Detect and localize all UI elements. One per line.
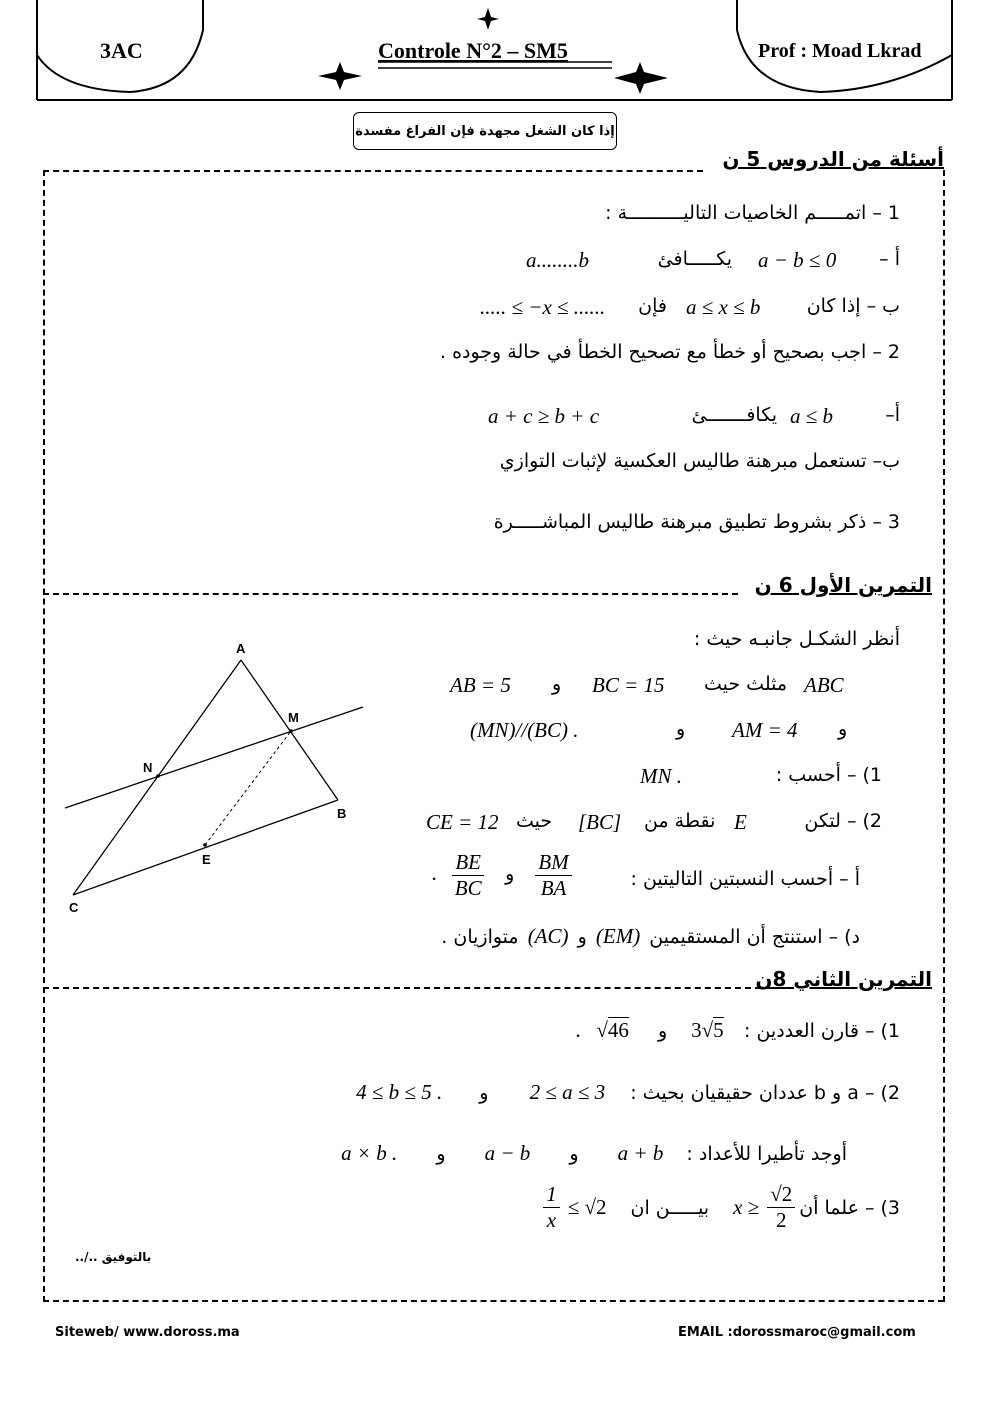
point-a-label: A bbox=[236, 641, 246, 656]
s1-q1b-math: a ≤ x ≤ b bbox=[686, 295, 761, 319]
s2-qd-em: (EM) bbox=[595, 924, 641, 948]
point-n-label: N bbox=[143, 760, 153, 775]
point-c-label: C bbox=[69, 900, 79, 915]
s1-q2a-mid: يكافـــــــئ bbox=[691, 404, 777, 426]
s3-q2b-label: أوجد تأطيرا للأعداد : bbox=[686, 1143, 847, 1165]
s2-l1-and: و bbox=[552, 673, 562, 695]
star-icon bbox=[477, 8, 499, 30]
segment-cb bbox=[73, 800, 338, 895]
star-icon bbox=[614, 62, 668, 94]
s1-q1a-label: أ – bbox=[879, 248, 900, 270]
s1-q1a-math: a − b ≤ 0 bbox=[758, 248, 837, 272]
s2-l1-abc: ABC bbox=[804, 673, 844, 697]
line-mn bbox=[65, 707, 363, 808]
s2-l2-am: AM = 4 bbox=[732, 718, 798, 742]
s3-q1-line bbox=[576, 1018, 900, 1043]
section2-title: التمرين الأول 6 ن bbox=[754, 573, 932, 597]
fraction-denominator: 2 bbox=[775, 1208, 787, 1232]
s3-q1-label: 1) – قارن العددين : bbox=[744, 1020, 900, 1042]
s1-q2b: ب– تستعمل مبرهنة طاليس العكسية لإثبات التوازي bbox=[499, 450, 900, 472]
section3-divider bbox=[43, 987, 771, 989]
fraction-denominator: BA bbox=[540, 876, 567, 900]
section1-divider bbox=[43, 170, 703, 172]
point-m-label: M bbox=[288, 710, 299, 725]
s2-l1-ab: AB = 5 bbox=[450, 673, 511, 697]
closing-note: بالتوفيق ../.. bbox=[75, 1250, 152, 1264]
triangle-figure bbox=[55, 635, 375, 920]
s2-qa-end: . bbox=[432, 861, 438, 885]
footer-email[interactable]: EMAIL :dorossmaroc@gmail.com bbox=[678, 1325, 916, 1340]
s3-q3-show: بيـــــن ان bbox=[630, 1196, 710, 1219]
s1-q2: 2 – اجب بصحيح أو خطأ مع تصحيح الخطأ في حالة وجوده . bbox=[440, 341, 900, 363]
fraction-1-over-x bbox=[543, 1182, 560, 1233]
s3-q2b-m1: a + b bbox=[617, 1141, 664, 1165]
s2-q2-bc: [BC] bbox=[578, 810, 622, 834]
s3-q2b-m2: a − b bbox=[484, 1141, 531, 1165]
s2-l1-bc: BC = 15 bbox=[592, 673, 665, 697]
s2-l2-par: (MN)//(BC) . bbox=[470, 718, 579, 742]
notice-text: إذا كان الشغل مجهدة فإن الفراغ مفسدة bbox=[355, 123, 615, 139]
s2-q2-e: E bbox=[734, 810, 747, 834]
s3-q2b-m3: a × b . bbox=[341, 1141, 398, 1165]
s2-l2-and2: و bbox=[676, 718, 686, 740]
fraction-sqrt2-over-2 bbox=[767, 1182, 795, 1233]
section3-title: التمرين الثاني 8ن bbox=[755, 967, 932, 991]
s1-q2a-label: أ– bbox=[885, 404, 900, 426]
sqrt-expr-2: √46 bbox=[596, 1018, 629, 1042]
fraction-numerator: √2 bbox=[767, 1182, 795, 1208]
s3-q2b-and2: و bbox=[436, 1143, 446, 1165]
s3-q1-end: . bbox=[575, 1018, 582, 1042]
s1-q1: 1 – اتمـــــم الخاصيات التاليــــــــــة : bbox=[605, 202, 900, 224]
frame-bottom bbox=[43, 1300, 944, 1302]
teacher-name: Prof : Moad Lkrad bbox=[758, 40, 922, 62]
frame-left bbox=[43, 170, 45, 1302]
s3-q3-x: x ≥ bbox=[733, 1195, 760, 1219]
s3-q2b-line bbox=[323, 1141, 847, 1166]
segment-ab bbox=[241, 660, 338, 800]
s2-q2-ce: CE = 12 bbox=[426, 810, 499, 834]
fraction-be-bc bbox=[452, 850, 484, 901]
s3-q3-line bbox=[539, 1182, 900, 1233]
s1-q2a-rhs: a + c ≥ b + c bbox=[488, 404, 600, 428]
s2-qd-label: د) – استنتج أن المستقيمين bbox=[649, 926, 860, 948]
star-icon bbox=[318, 62, 362, 90]
s3-q2b-and1: و bbox=[569, 1143, 579, 1165]
s2-qd-ac: (AC) bbox=[527, 924, 569, 948]
fraction-numerator: 1 bbox=[543, 1182, 560, 1208]
s2-qd-line bbox=[441, 924, 860, 949]
s2-q2-label: 2) – لتكن bbox=[804, 810, 882, 832]
section2-divider bbox=[43, 593, 738, 595]
fraction-denominator: BC bbox=[454, 876, 482, 900]
s1-q1a-mid: يكـــــافئ bbox=[657, 248, 732, 270]
s3-q3-ineq: ≤ √2 bbox=[567, 1195, 607, 1219]
point-e-label: E bbox=[202, 852, 211, 867]
s1-q1b-mid: فإن bbox=[638, 295, 667, 317]
fraction-numerator: BE bbox=[452, 850, 484, 876]
s3-q2-line bbox=[340, 1080, 900, 1105]
section1-title: أسئلة من الدروس 5 ن bbox=[722, 147, 944, 171]
exam-title: Controle N°2 – SM5 bbox=[378, 38, 568, 63]
class-label: 3AC bbox=[100, 38, 143, 63]
footer-site[interactable]: Siteweb/ www.doross.ma bbox=[55, 1325, 240, 1340]
s1-q1b-blank: ..... ≤ −x ≤ ...... bbox=[480, 295, 606, 319]
point-b-label: B bbox=[337, 806, 347, 821]
segment-em bbox=[205, 731, 291, 845]
s2-q2-where: حيث bbox=[516, 810, 553, 832]
s3-q3-label: 3) – علما أن bbox=[799, 1196, 900, 1219]
fraction-denominator: x bbox=[546, 1208, 557, 1232]
triangle-diagram bbox=[55, 635, 375, 920]
s1-q1b-prefix: ب – إذا كان bbox=[806, 295, 900, 317]
s3-q2-m1: 2 ≤ a ≤ 3 bbox=[529, 1080, 606, 1104]
s3-q2-m2: 4 ≤ b ≤ 5 . bbox=[356, 1080, 443, 1104]
s3-q2-label: 2) – a و b عددان حقيقيان بحيث : bbox=[630, 1082, 900, 1104]
s3-q1-and: و bbox=[657, 1020, 668, 1042]
s1-q3: 3 – ذكر بشروط تطبيق مبرهنة طاليس المباشـــــرة bbox=[493, 511, 900, 533]
frame-right bbox=[943, 170, 945, 1302]
s2-qd-end: متوازيان . bbox=[441, 926, 519, 948]
s2-qa-label: أ – أحسب النسبتين التاليتين : bbox=[630, 868, 860, 890]
s2-l1-text: مثلث حيث bbox=[704, 673, 788, 695]
notice-box bbox=[353, 112, 617, 150]
fraction-bm-ba bbox=[535, 850, 571, 901]
s2-q2-text: نقطة من bbox=[644, 810, 716, 832]
s1-q2a-math: a ≤ b bbox=[790, 404, 834, 428]
sqrt-expr-1: 3√5 bbox=[691, 1018, 724, 1042]
fraction-numerator: BM bbox=[535, 850, 571, 876]
s2-l2-and: و bbox=[838, 718, 848, 740]
s3-q2-and: و bbox=[479, 1082, 489, 1104]
s2-q1-math: MN . bbox=[640, 764, 682, 788]
s2-intro: أنظر الشكـل جانبـه حيث : bbox=[693, 628, 900, 650]
s2-qa-and: و bbox=[505, 863, 515, 885]
s1-q1a-blank: a........b bbox=[526, 248, 589, 272]
s2-qd-and: و bbox=[577, 926, 587, 948]
s2-q1-label: 1) – أحسب : bbox=[775, 764, 882, 786]
s2-qa-fractions bbox=[432, 850, 572, 901]
